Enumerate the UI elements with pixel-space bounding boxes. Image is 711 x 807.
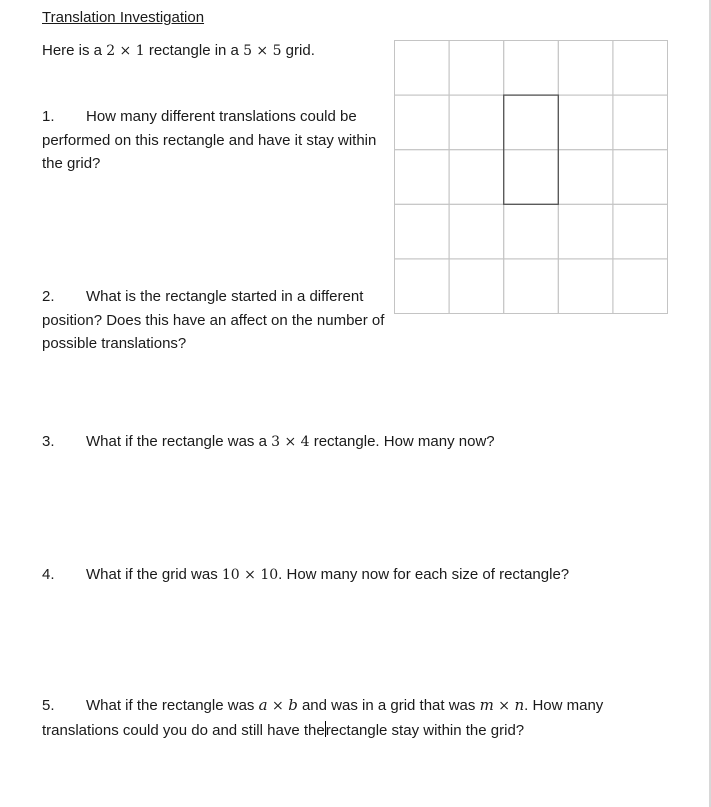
question-5-var-n: n	[514, 696, 525, 714]
question-4-after: . How many now for each size of rectangle?	[278, 566, 570, 583]
grid-cell	[613, 95, 668, 150]
question-5-middle: and was in a grid that was	[297, 697, 480, 714]
question-1-number: 1.	[42, 108, 55, 125]
intro-middle: rectangle in a	[144, 42, 244, 59]
grid-cell	[504, 41, 559, 96]
intro-prefix: Here is a	[42, 42, 107, 59]
question-2-number: 2.	[42, 288, 55, 305]
grid-cell	[504, 150, 559, 205]
grid-cell	[504, 204, 559, 259]
grid-cell	[558, 150, 613, 205]
grid-cell	[395, 95, 450, 150]
grid-cell	[558, 41, 613, 96]
question-2-text: What is the rectangle started in a different position? Does this have an affect on the number of possible translations?	[42, 288, 385, 352]
question-5-number: 5.	[42, 697, 55, 714]
grid-cell	[558, 259, 613, 314]
question-5-times-1: ×	[267, 698, 289, 714]
grid-cell	[395, 41, 450, 96]
question-3-math: 3 × 4	[271, 434, 310, 450]
question-5-after-2: rectangle stay within the grid?	[325, 721, 525, 739]
grid-cell	[395, 259, 450, 314]
question-1-text: How many different translations could be performed on this rectangle and have it stay within the grid?	[42, 108, 377, 172]
question-4	[42, 563, 662, 588]
question-3-after: rectangle. How many now?	[309, 433, 495, 450]
question-4-before: What if the grid was	[86, 566, 222, 583]
question-1	[42, 105, 382, 176]
question-5-var-a: a	[258, 696, 268, 714]
question-3-number: 3.	[42, 433, 55, 450]
grid-cell	[449, 204, 504, 259]
intro-grid-size: 5 × 5	[243, 43, 282, 59]
grid-cell	[613, 150, 668, 205]
question-3	[42, 430, 662, 455]
question-5	[42, 694, 662, 742]
grid-cell	[558, 204, 613, 259]
grid-cells	[395, 41, 668, 314]
question-5-times-2: ×	[493, 698, 515, 714]
grid-cell	[613, 204, 668, 259]
intro-suffix: grid.	[281, 42, 315, 59]
grid-cell	[449, 150, 504, 205]
question-2	[42, 285, 387, 356]
question-3-before: What if the rectangle was a	[86, 433, 272, 450]
grid-cell	[558, 95, 613, 150]
grid-cell	[449, 41, 504, 96]
grid-cell	[504, 259, 559, 314]
worksheet-title: Translation Investigation	[42, 9, 205, 26]
grid-cell	[395, 150, 450, 205]
grid-cell	[613, 259, 668, 314]
question-5-var-b: b	[288, 696, 298, 714]
grid-cell	[395, 204, 450, 259]
question-4-math: 10 × 10	[221, 567, 279, 583]
grid-cell	[449, 95, 504, 150]
grid-cell	[613, 41, 668, 96]
grid-cell	[449, 259, 504, 314]
question-4-number: 4.	[42, 566, 55, 583]
question-5-var-m: m	[479, 696, 494, 714]
intro-rect-size: 2 × 1	[106, 43, 145, 59]
question-5-before: What if the rectangle was	[86, 697, 259, 714]
grid-cell	[504, 95, 559, 150]
question-5-after-1: . How many translations could you do and still have the	[42, 697, 604, 739]
